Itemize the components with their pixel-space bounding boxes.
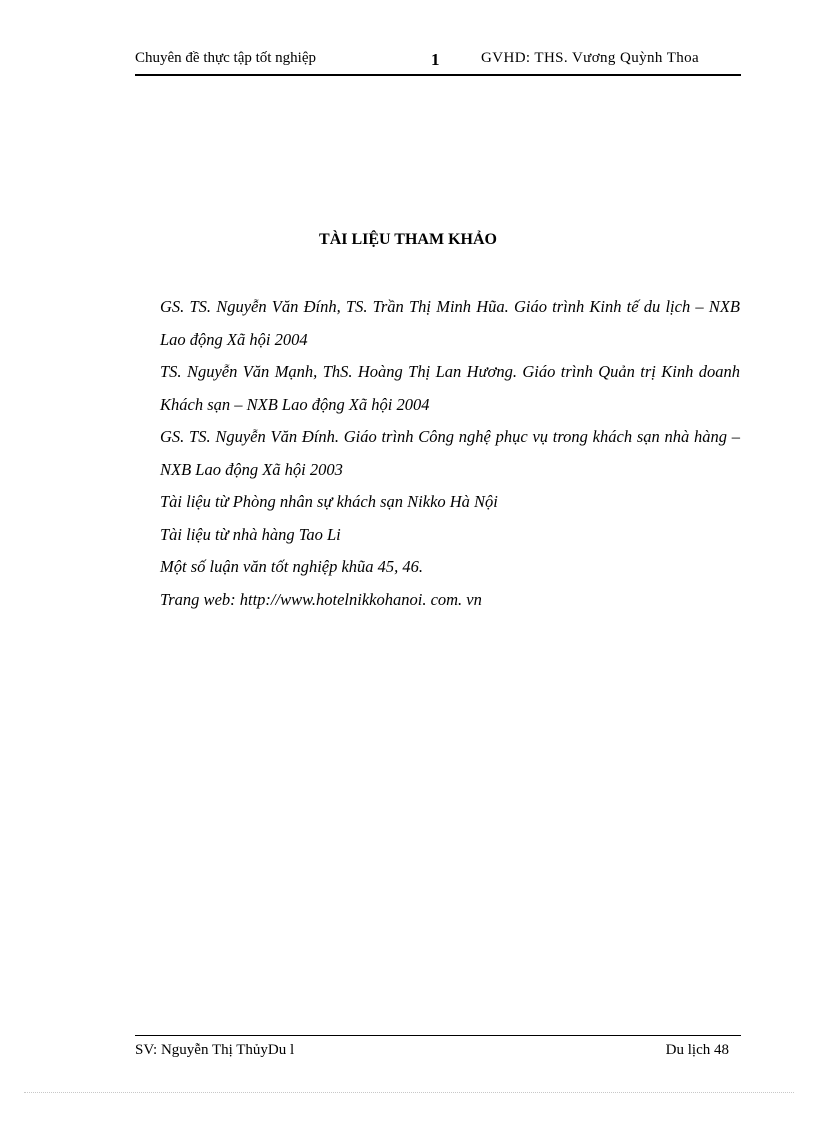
reference-item: GS. TS. Nguyễn Văn Đính, TS. Trần Thị Minh Hũa. Giáo trình Kinh tế du lịch – NXB Lao động Xã hội 2004	[160, 297, 740, 349]
reference-item: Trang web: http://www.hotelnikkohanoi. com. vn	[160, 589, 482, 609]
page-footer	[135, 1035, 741, 1066]
page-header	[135, 48, 741, 76]
reference-list	[160, 291, 740, 616]
footer-class: Du lịch 48	[665, 1042, 729, 1058]
header-page-number: 1	[431, 50, 440, 69]
reference-item: GS. TS. Nguyễn Văn Đính. Giáo trình Công nghệ phục vụ trong khách sạn nhà hàng – NXB Lao động Xã hội 2003	[160, 427, 740, 479]
reference-item: Tài liệu từ Phòng nhân sự khách sạn Nikko Hà Nội	[160, 492, 498, 511]
reference-item: Một số luận văn tốt nghiệp khũa 45, 46.	[160, 557, 424, 576]
page-edge-divider	[24, 1092, 794, 1093]
page-title: TÀI LIỆU THAM KHẢO	[319, 231, 497, 248]
footer-student: SV: Nguyễn Thị ThủyDu l	[135, 1042, 295, 1058]
reference-item: Tài liệu từ nhà hàng Tao Li	[160, 524, 341, 544]
header-supervisor: GVHD: THS. Vương Quỳnh Thoa	[481, 50, 700, 66]
header-title: Chuyên đề thực tập tốt nghiệp	[135, 50, 317, 66]
reference-item: TS. Nguyễn Văn Mạnh, ThS. Hoàng Thị Lan Hương. Giáo trình Quản trị Kinh doanh Khách sạn – NXB Lao động Xã hội 2004	[160, 362, 740, 414]
